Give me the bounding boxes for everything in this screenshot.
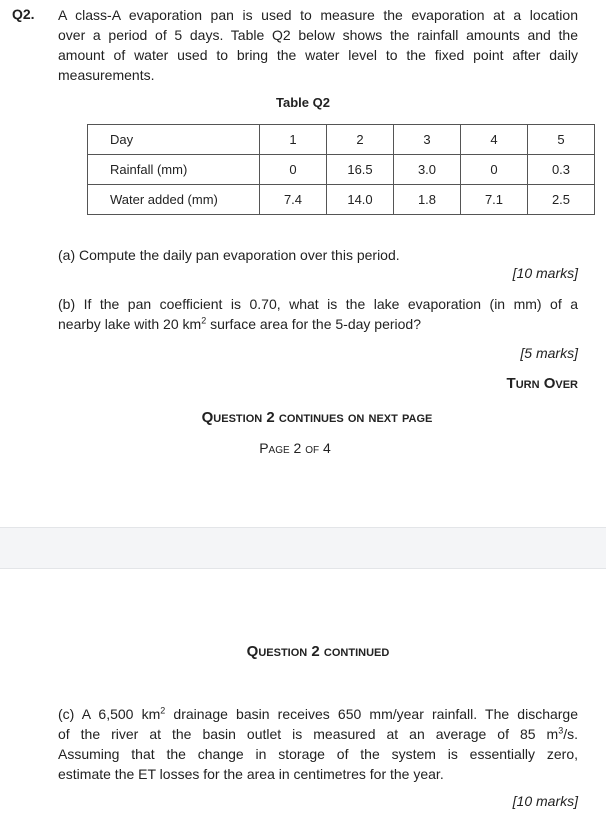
part-b-line-2-post: surface area for the 5-day period? (206, 316, 421, 332)
intro-line-1: A class-A evaporation pan is used to measure the evaporation at a location (58, 7, 578, 23)
table-cell: 7.1 (461, 185, 528, 215)
superscript: 2 (201, 315, 207, 326)
turn-over-label: Turn Over (506, 375, 578, 392)
part-c-line-2-pre: of the river at the basin outlet is measured at an average of 85 m (58, 726, 559, 742)
question-number: Q2. (12, 6, 35, 22)
part-c-line-4: estimate the ET losses for the area in centimetres for the year. (58, 766, 444, 782)
part-c-line-3: Assuming that the change in storage of the system is essentially zero, (58, 746, 578, 762)
part-c-line-1-post: drainage basin receives 650 mm/year rainfall. The discharge (165, 706, 579, 722)
table-cell: 7.4 (260, 185, 327, 215)
table-caption: Table Q2 (276, 95, 330, 110)
row-label: Rainfall (mm) (88, 155, 260, 185)
part-b-text (58, 294, 578, 334)
page2-heading: Question 2 continued (246, 643, 390, 660)
table-cell: 1 (260, 125, 327, 155)
page-label: Page 2 of 4 (259, 440, 331, 456)
continues-notice: Question 2 continues on next page (201, 409, 433, 426)
intro-line-3: amount of water used to bring the water level to the fixed point after daily (58, 47, 578, 63)
part-a-marks: [10 marks] (512, 265, 578, 281)
table-cell: 4 (461, 125, 528, 155)
part-b-line-2 (58, 314, 578, 334)
row-label: Water added (mm) (88, 185, 260, 215)
part-a-text: (a) Compute the daily pan evaporation over this period. (58, 247, 400, 263)
part-c-line-2 (58, 724, 578, 744)
table-cell: 0 (260, 155, 327, 185)
table-cell: 14.0 (327, 185, 394, 215)
table-cell: 5 (528, 125, 595, 155)
part-c-marks: [10 marks] (512, 793, 578, 809)
table-row (88, 125, 595, 155)
table-cell: 0 (461, 155, 528, 185)
data-table (87, 124, 595, 215)
table-cell: 2.5 (528, 185, 595, 215)
table-row (88, 185, 595, 215)
superscript: 2 (160, 705, 166, 716)
table-cell: 0.3 (528, 155, 595, 185)
table-cell: 1.8 (394, 185, 461, 215)
table-cell: 2 (327, 125, 394, 155)
part-b-marks: [5 marks] (520, 345, 578, 361)
page-separator (0, 527, 606, 569)
part-c-line-1-pre: (c) A 6,500 km (58, 706, 161, 722)
table-cell: 16.5 (327, 155, 394, 185)
table-row (88, 155, 595, 185)
question-intro (58, 5, 578, 85)
part-b-line-1: (b) If the pan coefficient is 0.70, what is the lake evaporation (in mm) of a (58, 296, 578, 312)
intro-line-4: measurements. (58, 67, 155, 83)
part-c-line-2-post: /s. (563, 726, 578, 742)
table-cell: 3 (394, 125, 461, 155)
table-cell: 3.0 (394, 155, 461, 185)
intro-line-2: over a period of 5 days. Table Q2 below shows the rainfall amounts and the (58, 27, 578, 43)
superscript: 3 (558, 725, 564, 736)
row-label: Day (88, 125, 260, 155)
part-c-text (58, 704, 578, 784)
document-page-3 (0, 569, 606, 817)
part-b-line-2-pre: nearby lake with 20 km (58, 316, 202, 332)
part-c-line-1 (58, 704, 578, 724)
